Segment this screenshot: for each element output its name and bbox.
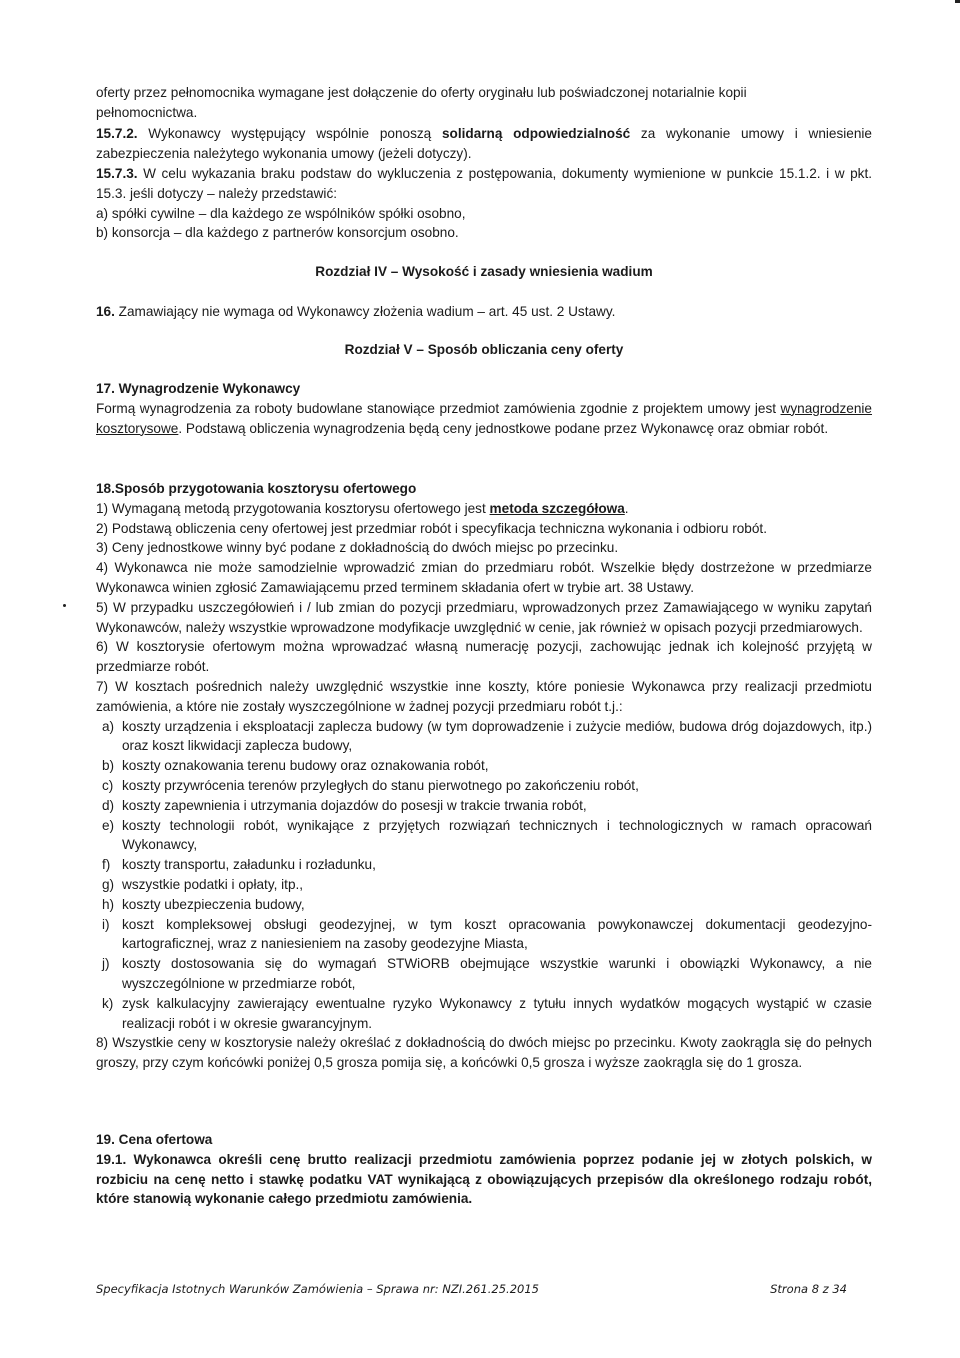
section-heading: 19. Cena ofertowa [96, 1132, 213, 1147]
section-number: 16. [96, 304, 115, 319]
intro-paragraph [96, 83, 872, 123]
chapter-heading-v: Rozdział V – Sposób obliczania ceny oferty [344, 342, 624, 357]
list-item: b) koszty oznakowania terenu budowy oraz oznakowania robót, [102, 758, 489, 774]
paragraph: 3) Ceny jednostkowe winny być podane z dokładnością do dwóch miejsc po przecinku. [96, 540, 619, 556]
section-number: 15.7.3. [96, 166, 138, 181]
list-item: k) zysk kalkulacyjny zawierający ewentualne ryzyko Wykonawcy z tytułu innych wydatków mogących wystąpić w czasie realizacji robót i w okresie gwarancyjnym. [102, 995, 872, 1031]
list-item: g) wszystkie podatki i opłaty, itp., [102, 876, 304, 892]
list-item: d) koszty zapewnienia i utrzymania dojazdów do posesji w trakcie trwania robót, [102, 797, 587, 813]
list-item: e) koszty technologii robót, wynikające z przyjętych rozwiązań technicznych i technologicznych w ramach opracowań Wykonawcy, [102, 817, 872, 853]
section-18: 18.Sposób przygotowania kosztorysu ofertowego 1) Wymaganą metodą przygotowania kosztorysu ofertowego jest metoda szczegółowa. 2) Podstawą obliczenia ceny ofertowej jest przedmiar robót i specyfikacja techniczna wykonania i odbioru robót. 3) Ceny jednostkowe winny być podane z dokładnością do dwóch miejsc po przecinku. 4) Wykonawca nie może samodzielnie wprowadzić zmian do przedmiaru robót. Wszelkie błędy dostrzeżone w przedmiarze Wykonawca winien zgłosić Zamawiającemu przed terminem składania ofert w trybie art. 38 Ustawy. 5) W przypadku uszczegółowień i / lub zmian do pozycji przedmiaru, wprowadzonych przez Zamawiającego w wyniku zapytań Wykonawców, należy wszystkie wprowadzone modyfikacje uwzględnić w cenie, jak również w opisach pozycji przedmiarowych. 6) W kosztorysie ofertowym można wprowadzać własną numerację pozycji, zachowując jednak ich kolejność przyjętą w przedmiarze robót. 7) W kosztach pośrednich należy uwzględnić wszystkie inne koszty, które poniesie Wykonawca przy realizacji przedmiotu zamówienia, a które nie zostały wyszczególnione w żadnej pozycji przedmiaru robót t.j.: a) koszty urządzenia i eksploatacji zaplecza budowy (w tym doprowadzenie i zużycie mediów, budowa dróg dojazdowych, itp.) oraz koszt likwidacji zaplecza budowy, b) koszty oznakowania terenu budowy oraz oznakowania robót, c) koszty przywrócenia terenów przyległych do stanu pierwotnego po zakończeniu robót, d) koszty zapewnienia i utrzymania dojazdów do posesji w trakcie trwania robót, e) koszty technologii robót, wynikające z przyjętych rozwiązań technicznych i technologicznych w ramach opracowań Wykonawcy, f) koszty transportu, załadunku i rozładunku, g) wszystkie podatki i opłaty, itp., h) koszty ubezpieczenia budowy, i) koszt kompleksowej obsługi geodezyjnej, w tym koszt opracowania powykonawczej dokumentacji geodezyjno-kartograficznej, wraz z naniesieniem na zasoby geodezyjne Miasta, j) koszty dostosowania się do wymagań STWiORB obejmujące wszystkie warunki i obowiązki Wykonawcy, a nie wyszczególnione w przedmiarze robót, k) zysk kalkulacyjny zawierający ewentualne ryzyko Wykonawcy z tytułu innych wydatków mogących wystąpić w czasie realizacji robót i w okresie gwarancyjnym. 8) Wszystkie ceny w kosztorysie należy określać z dokładnością do dwóch miejsc po przecinku. Kwoty zaokrągla się do pełnych groszy, przy czym końcówki poniżej 0,5 grosza pomija się, a końcówki 0,5 grosza i wyższe zaokrągla się do 1 grosza. [96, 479, 872, 1073]
footer-page-number: Strona 8 z 34 [770, 1282, 847, 1296]
list-item: b) konsorcja – dla każdego z partnerów konsorcjum osobno. [96, 225, 459, 241]
paragraph: 4) Wykonawca nie może samodzielnie wprowadzić zmian do przedmiaru robót. Wszelkie błędy dostrzeżone w przedmiarze Wykonawca winien zgłosić Zamawiającemu przed terminem składania ofert w trybie art. 38 Ustawy. [96, 560, 872, 595]
section-heading: 17. Wynagrodzenie Wykonawcy [96, 381, 301, 396]
scan-edge-mark [955, 0, 960, 3]
chapter-heading-iv: Rozdział IV – Wysokość i zasady wniesienia wadium [315, 264, 653, 279]
section-15-7-3: 15.7.3. W celu wykazania braku podstaw do wykluczenia z postępowania, dokumenty wymienione w punkcie 15.1.2. i w pkt. 15.3. jeśli dotyczy – należy przedstawić: a) spółki cywilne – dla każdego ze wspólników spółki osobno, b) konsorcja – dla każdego z partnerów konsorcjum osobno. [96, 164, 872, 243]
paragraph: 6) W kosztorysie ofertowym można wprowadzać własną numerację pozycji, zachowując jednak ich kolejność przyjętą w przedmiarze robót. [96, 639, 872, 675]
paragraph: 5) W przypadku uszczegółowień i / lub zmian do pozycji przedmiaru, wprowadzonych przez Zamawiającego w wyniku zapytań Wykonawców, należy wszystkie wprowadzone modyfikacje uwzględnić w cenie, jak również w opisach pozycji przedmiarowych. [96, 599, 872, 635]
section-15-7-2: 15.7.2. Wykonawcy występujący wspólnie ponoszą solidarną odpowiedzialność za wykonanie umowy i wniesienie zabezpieczenia należytego wykonania umowy (jeżeli dotyczy). [96, 126, 872, 161]
list-item: c) koszty przywrócenia terenów przyległych do stanu pierwotnego po zakończeniu robót, [102, 777, 639, 793]
cost-list [96, 717, 872, 1034]
list-item: f) koszty transportu, załadunku i rozładunku, [102, 857, 376, 873]
scan-speck [63, 604, 66, 607]
list-item: a) koszty urządzenia i eksploatacji zaplecza budowy (w tym doprowadzenie i zużycie mediów, budowa dróg dojazdowych, itp.) oraz koszt likwidacji zaplecza budowy, [102, 718, 872, 754]
section-number: 15.7.2. [96, 126, 138, 141]
section-heading: 18.Sposób przygotowania kosztorysu ofertowego [96, 481, 417, 496]
underlined-term: metoda szczegółowa [489, 500, 625, 516]
section-19 [96, 1130, 872, 1209]
list-item: a) spółki cywilne – dla każdego ze wspólników spółki osobno, [96, 205, 466, 221]
section-17: 17. Wynagrodzenie Wykonawcy Formą wynagrodzenia za roboty budowlane stanowiące przedmiot zamówienia zgodnie z projektem umowy jest wynagrodzenie kosztorysowe. Podstawą obliczenia wynagrodzenia będą ceny jednostkowe podane przez Wykonawcę oraz obmiar robót. [96, 381, 872, 436]
footer-document-title: Specyfikacja Istotnych Warunków Zamówienia – Sprawa nr: NZI.261.25.2015 [96, 1282, 539, 1296]
underlined-term: wynagrodzenie kosztorysowe [96, 400, 872, 436]
paragraph: 7) W kosztach pośrednich należy uwzględnić wszystkie inne koszty, które poniesie Wykonawca przy realizacji przedmiotu zamówienia, a które nie zostały wyszczególnione w żadnej pozycji przedmiaru robót t.j.: [96, 678, 872, 714]
list-item: h) koszty ubezpieczenia budowy, [102, 896, 305, 912]
list-item: i) koszt kompleksowej obsługi geodezyjnej, w tym koszt opracowania powykonawczej dokumentacji geodezyjno-kartograficznej, wraz z naniesieniem na zasoby geodezyjne Miasta, [102, 916, 872, 952]
paragraph: 19.1. Wykonawca określi cenę brutto realizacji przedmiotu zamówienia poprzez podanie jej w złotych polskich, w rozbiciu na cenę netto i stawkę podatku VAT wynikającą z obowiązujących przepisów dla określonego rodzaju robót, które stanowią wykonanie całego przedmiotu zamówienia. [96, 1151, 872, 1207]
paragraph: 2) Podstawą obliczenia ceny ofertowej jest przedmiar robót i specyfikacja techniczna wykonania i odbioru robót. [96, 520, 767, 536]
section-16: 16. Zamawiający nie wymaga od Wykonawcy złożenia wadium – art. 45 ust. 2 Ustawy. [96, 304, 616, 319]
intro-line-2: pełnomocnictwa. [96, 104, 198, 120]
list-item: j) koszty dostosowania się do wymagań STWiORB obejmujące wszystkie warunki i obowiązki Wykonawcy, a nie wyszczególnione w przedmiarze robót, [102, 956, 872, 991]
intro-line-1: oferty przez pełnomocnika wymagane jest dołączenie do oferty oryginału lub poświadczonej notarialnie kopii [96, 85, 747, 100]
paragraph: 8) Wszystkie ceny w kosztorysie należy określać z dokładnością do dwóch miejsc po przecinku. Kwoty zaokrągla się do pełnych groszy, przy czym końcówki poniżej 0,5 grosza pomija się, a końcówki 0,5 grosza i wyższe zaokrągla się do 1 grosza. [96, 1035, 872, 1071]
emphasis: solidarną odpowiedzialność [441, 126, 631, 141]
